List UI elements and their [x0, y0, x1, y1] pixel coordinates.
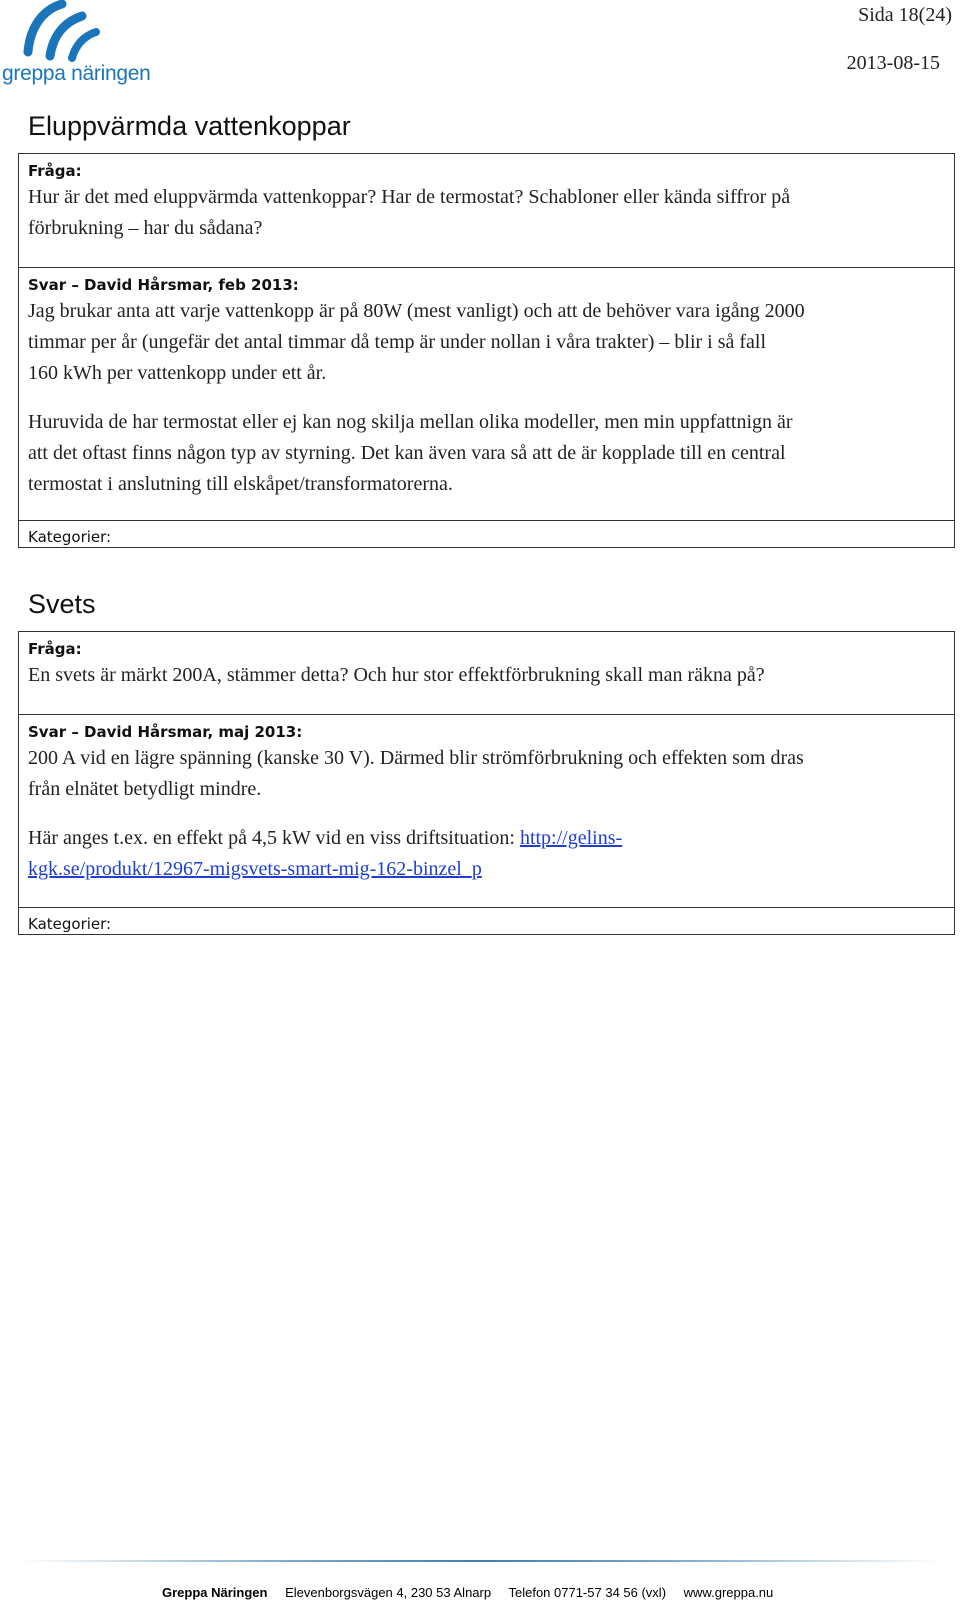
footer-address: Elevenborgsvägen 4, 230 53 Alnarp [285, 1585, 492, 1600]
answer-line: timmar per år (ungefär det antal timmar då temp är under nollan i våra trakter) – blir i så fall [28, 331, 767, 353]
categories-cell [19, 908, 954, 934]
footer-org: Greppa Näringen [162, 1585, 268, 1600]
question-line: En svets är märkt 200A, stämmer detta? Och hur stor effektförbrukning skall man räkna på? [28, 664, 765, 686]
answer-line: att det oftast finns någon typ av styrning. Det kan även vara så att de är kopplade till en central [28, 442, 786, 464]
answer-line [28, 854, 945, 885]
question-line: Hur är det med eluppvärmda vattenkoppar? Har de termostat? Schabloner eller kända siffror på [28, 186, 791, 208]
entry-title: Eluppvärmda vattenkoppar [28, 111, 351, 141]
answer-label: Svar – David Hårsmar, maj 2013: [28, 723, 303, 741]
product-link[interactable]: http://gelins- [519, 827, 623, 849]
question-label: Fråga: [28, 162, 82, 180]
logo-wordmark: greppa näringen [2, 62, 151, 85]
categories-label: Kategorier: [28, 528, 112, 546]
footer-divider [20, 1560, 940, 1562]
page-number: Sida 18(24) [858, 4, 952, 26]
question-line: förbrukning – har du sådana? [28, 217, 263, 239]
answer-line: Huruvida de har termostat eller ej kan nog skilja mellan olika modeller, men min uppfattnign är [28, 411, 793, 433]
greppa-logo-icon [20, 0, 130, 62]
answer-line: termostat i anslutning till elskåpet/transformatorerna. [28, 473, 453, 495]
answer-line: 160 kWh per vattenkopp under ett år. [28, 362, 327, 384]
answer-label: Svar – David Hårsmar, feb 2013: [28, 276, 299, 294]
question-cell [19, 154, 954, 268]
answer-line: 200 A vid en lägre spänning (kanske 30 V). Därmed blir strömförbrukning och effekten som dras [28, 747, 804, 769]
qa-table [18, 631, 955, 935]
answer-line: från elnätet betydligt mindre. [28, 778, 262, 800]
answer-line: Jag brukar anta att varje vattenkopp är på 80W (mest vanligt) och att de behöver vara igång 2000 [28, 300, 805, 322]
question-cell [19, 632, 954, 715]
greppa-logo [0, 0, 170, 92]
categories-label: Kategorier: [28, 915, 112, 933]
product-link-continued[interactable]: kgk.se/produkt/12967-migsvets-smart-mig-162-binzel_p [28, 858, 482, 880]
entry-title: Svets [28, 589, 96, 619]
answer-cell [19, 715, 954, 908]
question-label: Fråga: [28, 640, 82, 658]
answer-line [28, 823, 945, 854]
document-date: 2013-08-15 [846, 52, 940, 74]
categories-cell [19, 521, 954, 547]
link-intro: Här anges t.ex. en effekt på 4,5 kW vid en viss driftsituation: [28, 827, 520, 849]
footer-web: www.greppa.nu [683, 1585, 774, 1600]
answer-cell [19, 268, 954, 521]
footer [162, 1585, 787, 1600]
footer-phone: Telefon 0771-57 34 56 (vxl) [508, 1585, 667, 1600]
qa-table [18, 153, 955, 548]
